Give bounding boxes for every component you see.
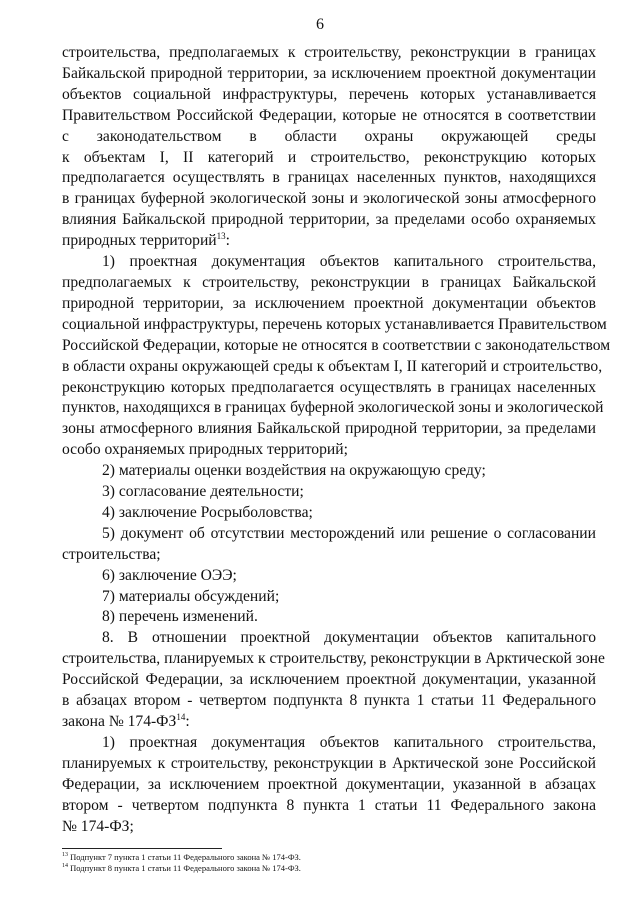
line-text: Российской Федерации, которые не относятся в соответствии с законодательством	[62, 336, 611, 354]
text-line	[62, 148, 596, 169]
line-text: объектов социальной инфраструктуры, перечень которых устанавливается	[62, 85, 596, 103]
line-text: 2) материалы оценки воздействия на окружающую среду;	[102, 462, 486, 480]
paragraph	[62, 482, 596, 503]
text-line	[62, 127, 596, 148]
line-text: влияния Байкальской природной территории, за пределами особо охраняемых	[62, 211, 596, 229]
line-text: в границах буферной экологической зоны и экологической зоны атмосферного	[62, 190, 596, 208]
text-line	[62, 64, 596, 85]
footnote-reference: 14	[176, 711, 186, 722]
paragraph	[62, 461, 596, 482]
line-text: к объектам I, II категорий и строительство, реконструкцию которых	[62, 148, 596, 166]
text-line	[62, 524, 596, 545]
line-text: 7) материалы обсуждений;	[102, 587, 280, 605]
paragraph	[62, 43, 596, 252]
text-line	[62, 775, 596, 796]
text-line	[62, 587, 596, 608]
line-text: 8) перечень изменений.	[102, 608, 258, 626]
text-line	[62, 294, 596, 315]
line-text: зоны атмосферного влияния Байкальской природной территории, за пределами	[62, 420, 596, 438]
footnote-number: 13	[62, 852, 68, 859]
text-line	[62, 482, 596, 503]
line-text: предполагается осуществлять в границах населенных пунктов, находящихся	[62, 169, 596, 187]
footnotes	[62, 852, 596, 874]
text-line	[62, 189, 596, 210]
text-line	[62, 106, 596, 127]
footnote	[62, 852, 596, 863]
paragraph	[62, 628, 605, 733]
paragraph	[62, 252, 611, 461]
line-text: строительства, планируемых к строительству, реконструкции в Арктической зоне	[62, 650, 605, 668]
text-line	[62, 566, 596, 587]
paragraph	[62, 733, 596, 838]
line-text: особо охраняемых природных территорий;	[62, 441, 348, 459]
text-line	[62, 817, 596, 838]
line-text: 1) проектная документация объектов капитального строительства,	[102, 253, 596, 271]
text-line	[62, 461, 596, 482]
line-text: планируемых к строительству, реконструкции в Арктической зоне Российской	[62, 754, 596, 772]
text-line	[62, 336, 611, 357]
line-text: закона № 174-ФЗ	[62, 713, 177, 730]
text-line	[62, 210, 596, 231]
text-line	[62, 670, 596, 691]
text-line	[62, 754, 596, 775]
line-text: реконструкцию которых предполагается осуществлять в границах населенных	[62, 378, 596, 396]
text-line	[62, 419, 596, 440]
line-text: № 174-ФЗ;	[62, 817, 134, 835]
line-text: 8. В отношении проектной документации объектов капитального	[102, 629, 596, 647]
text-line	[62, 712, 596, 733]
line-text: Правительством Российской Федерации, которые не относятся в соответствии	[62, 106, 596, 124]
text-line	[62, 733, 596, 754]
line-text: пунктов, находящихся в границах буферной экологической зоны и экологической	[62, 399, 604, 417]
line-text: в абзацах втором - четвертом подпункта 8 пункта 1 статьи 11 Федерального	[62, 692, 596, 710]
text-line	[62, 85, 596, 106]
text-line	[62, 628, 596, 649]
page-number: 6	[316, 16, 324, 33]
line-text: 6) заключение ОЭЭ;	[102, 566, 237, 584]
text-line	[62, 649, 605, 670]
text-line	[62, 378, 596, 399]
text-line	[62, 691, 596, 712]
paragraph	[62, 566, 596, 587]
text-line	[62, 357, 603, 378]
line-tail: :	[225, 232, 230, 250]
paragraph	[62, 607, 596, 628]
footnote-separator	[62, 848, 222, 849]
line-text: социальной инфраструктуры, перечень которых устанавливается Правительством	[62, 315, 607, 333]
line-text: втором - четвертом подпункта 8 пункта 1 статьи 11 Федерального закона	[62, 796, 596, 814]
footnote-reference: 13	[216, 230, 226, 241]
line-text: Байкальской природной территории, за исключением проектной документации	[62, 64, 596, 82]
line-text: в области охраны окружающей среды к объектам I, II категорий и строительство,	[62, 357, 603, 375]
line-text: 3) согласование деятельности;	[102, 483, 304, 501]
paragraph	[62, 524, 596, 566]
paragraph	[62, 587, 596, 608]
line-text: 4) заключение Росрыболовства;	[102, 503, 313, 521]
footnote-number: 14	[62, 863, 68, 870]
line-tail: :	[185, 713, 190, 730]
line-text: 5) документ об отсутствии месторождений или решение о согласовании	[102, 524, 596, 542]
text-line	[62, 545, 596, 566]
text-line	[62, 231, 596, 252]
line-text: природной территории, за исключением проектной документации объектов	[62, 294, 596, 312]
line-text: 1) проектная документация объектов капитального строительства,	[102, 733, 596, 751]
text-line	[62, 252, 596, 273]
paragraph	[62, 503, 596, 524]
text-line	[62, 273, 596, 294]
footnote-text: Подпункт 7 пункта 1 статьи 11 Федерального закона № 174-ФЗ.	[68, 852, 301, 862]
line-text: предполагаемых к строительству, реконструкции в границах Байкальской	[62, 273, 596, 291]
text-line	[62, 168, 596, 189]
footnote-text: Подпункт 8 пункта 1 статьи 11 Федерального закона № 174-ФЗ.	[68, 863, 301, 873]
line-text: природных территорий	[62, 232, 217, 250]
text-line	[62, 398, 604, 419]
line-text: Федерации, за исключением проектной документации, указанной в абзацах	[62, 775, 596, 793]
text-line	[62, 796, 596, 817]
line-text: с законодательством в области охраны окружающей среды	[62, 127, 596, 145]
footnote	[62, 863, 596, 874]
line-text: Российской Федерации, за исключением проектной документации, указанной	[62, 671, 596, 689]
text-line	[62, 43, 596, 64]
body-text	[62, 43, 611, 837]
text-line	[62, 607, 596, 628]
line-text: строительства, предполагаемых к строительству, реконструкции в границах	[62, 44, 596, 61]
text-line	[62, 503, 596, 524]
text-line	[62, 315, 607, 336]
text-line	[62, 440, 596, 461]
line-text: строительства;	[62, 545, 161, 563]
